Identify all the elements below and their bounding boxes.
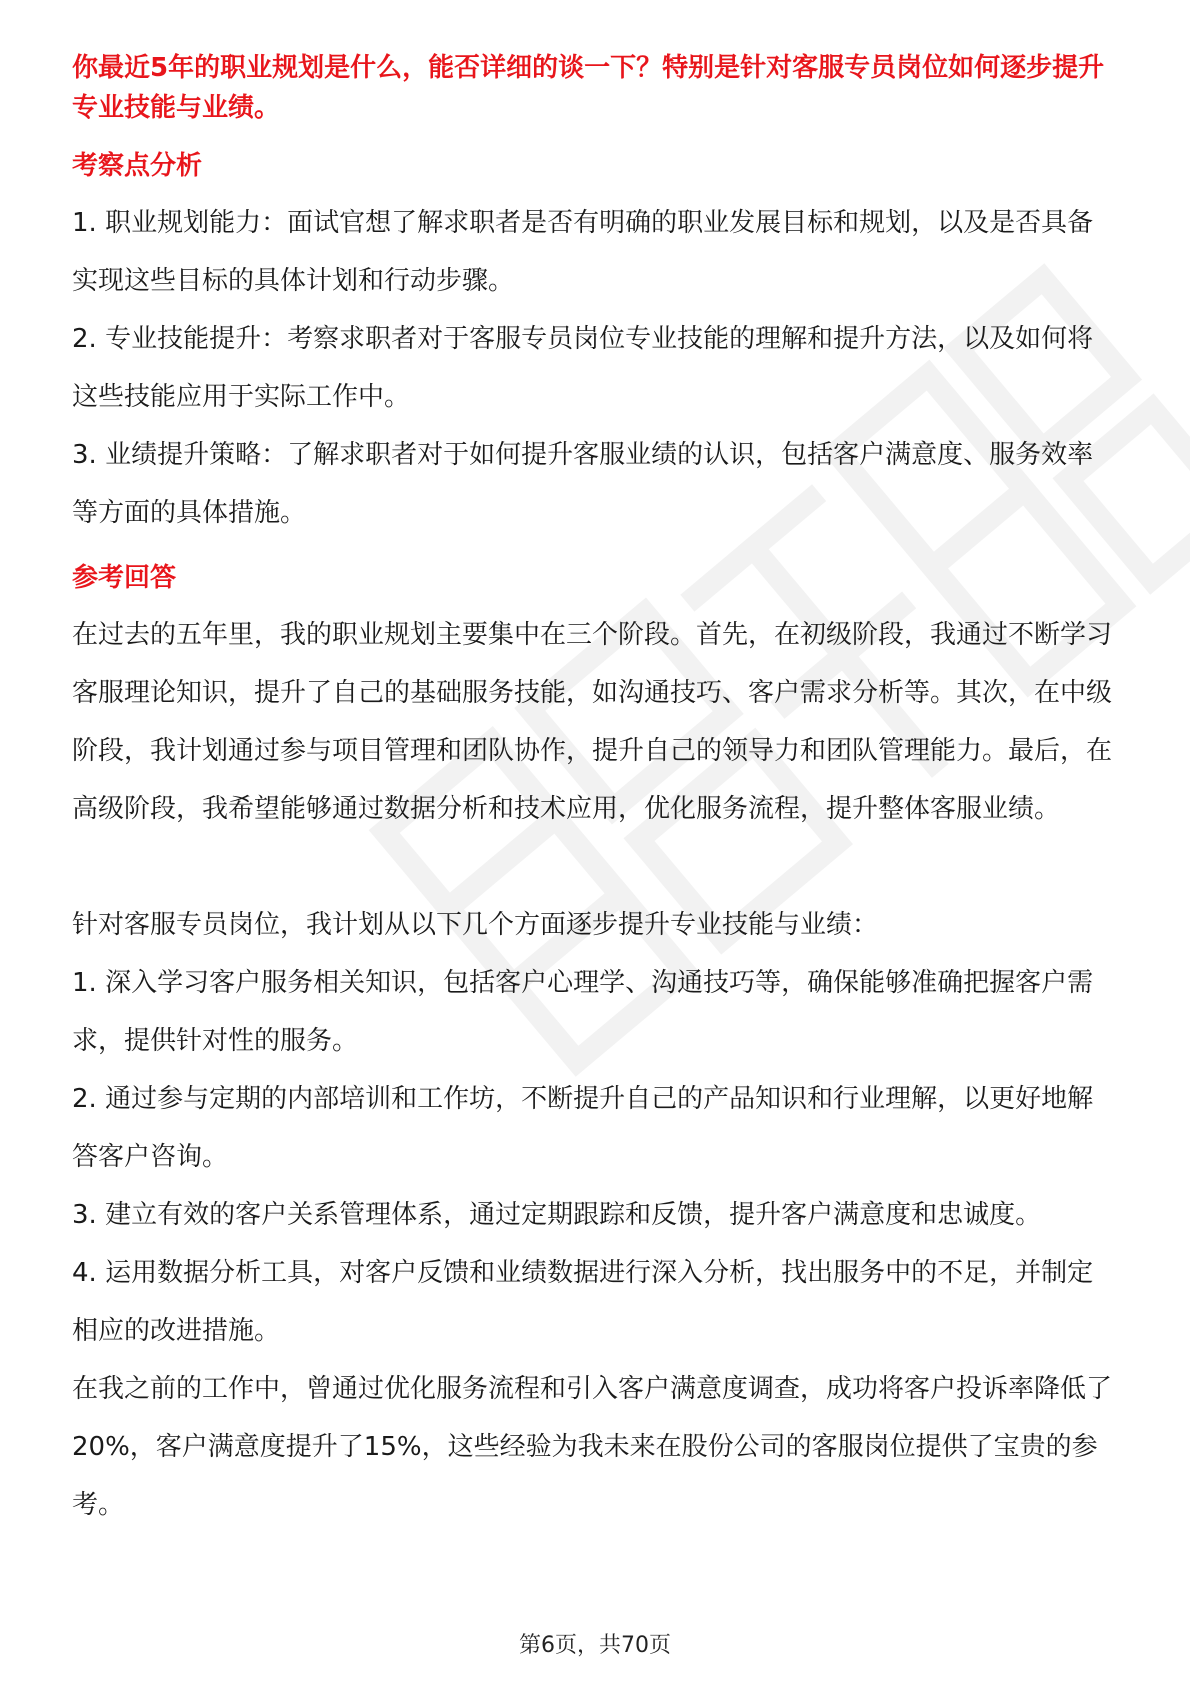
answer-item: 4. 运用数据分析工具，对客户反馈和业绩数据进行深入分析，找出服务中的不足，并制定相应的改进措施。 — [72, 1258, 1094, 1346]
answer-closing: 在我之前的工作中，曾通过优化服务流程和引入客户满意度调查，成功将客户投诉率降低了20%，客户满意度提升了15%，这些经验为我未来在股份公司的客服岗位提供了宝贵的参考。 — [72, 1374, 1113, 1520]
document-content — [72, 48, 1118, 1534]
question-title: 你最近5年的职业规划是什么，能否详细的谈一下？特别是针对客服专员岗位如何逐步提升专业技能与业绩。 — [72, 53, 1105, 123]
answer-intro: 在过去的五年里，我的职业规划主要集中在三个阶段。首先，在初级阶段，我通过不断学习客服理论知识，提升了自己的基础服务技能，如沟通技巧、客户需求分析等。其次，在中级阶段，我计划通过参与项目管理和团队协作，提升自己的领导力和团队管理能力。最后，在高级阶段，我希望能够通过数据分析和技术应用，优化服务流程，提升整体客服业绩。 — [72, 620, 1113, 824]
analysis-item: 1. 职业规划能力：面试官想了解求职者是否有明确的职业发展目标和规划，以及是否具备实现这些目标的具体计划和行动步骤。 — [72, 208, 1094, 296]
answer-heading: 参考回答 — [72, 563, 177, 593]
answer-item: 2. 通过参与定期的内部培训和工作坊，不断提升自己的产品知识和行业理解，以更好地解答客户咨询。 — [72, 1084, 1094, 1172]
answer-plan-intro: 针对客服专员岗位，我计划从以下几个方面逐步提升专业技能与业绩： — [72, 910, 879, 940]
answer-item: 1. 深入学习客户服务相关知识，包括客户心理学、沟通技巧等，确保能够准确把握客户需求，提供针对性的服务。 — [72, 968, 1094, 1056]
analysis-item: 2. 专业技能提升：考察求职者对于客服专员岗位专业技能的理解和提升方法，以及如何将这些技能应用于实际工作中。 — [72, 324, 1094, 412]
analysis-section — [72, 146, 1118, 542]
analysis-item: 3. 业绩提升策略：了解求职者对于如何提升客服业绩的认识，包括客户满意度、服务效率等方面的具体措施。 — [72, 440, 1094, 528]
analysis-heading: 考察点分析 — [72, 151, 203, 181]
paragraph-spacer — [72, 838, 1118, 896]
page-number-footer: 第6页，共70页 — [519, 1633, 671, 1658]
section-spacer — [72, 542, 1118, 558]
answer-section — [72, 558, 1118, 1534]
answer-item: 3. 建立有效的客户关系管理体系，通过定期跟踪和反馈，提升客户满意度和忠诚度。 — [72, 1200, 1042, 1230]
